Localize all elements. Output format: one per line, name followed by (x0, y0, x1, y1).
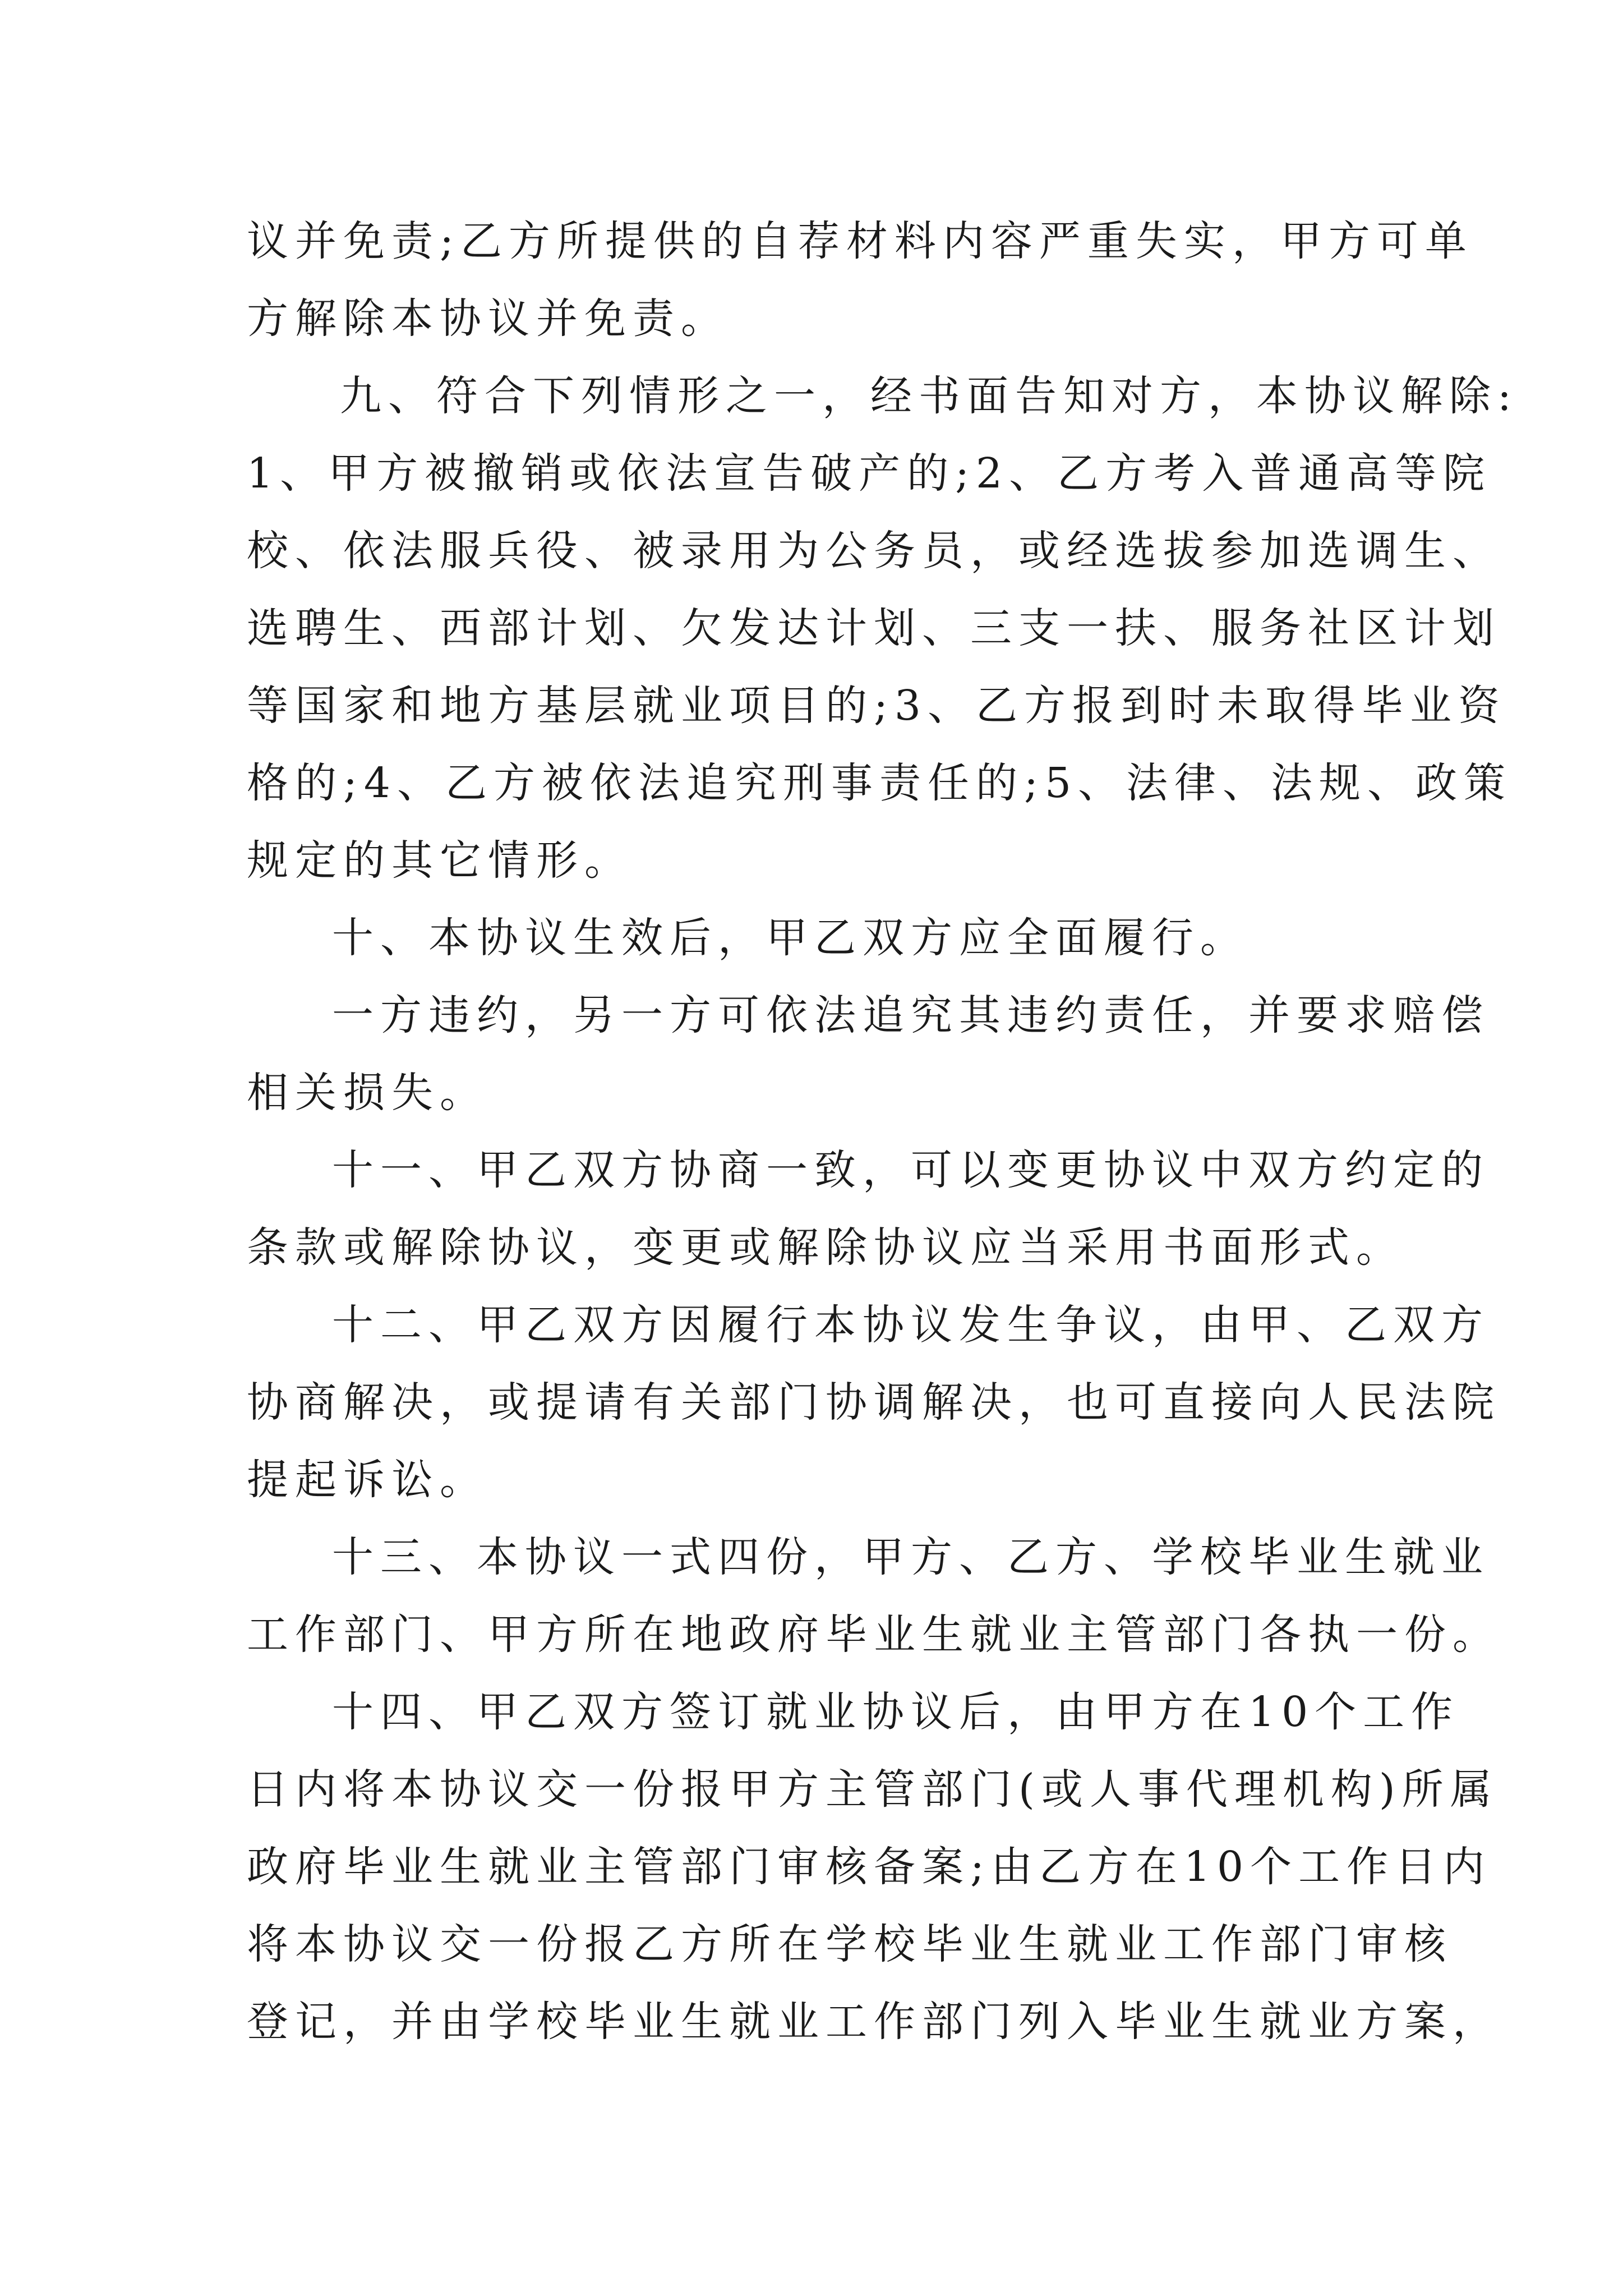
text-line: 议并免责;乙方所提供的自荐材料内容严重失实，甲方可单 (247, 217, 1473, 265)
text-line: 工作部门、甲方所在地政府毕业生就业主管部门各执一份。 (247, 1611, 1501, 1659)
text-line: 提起诉讼。 (247, 1456, 488, 1504)
text-line: 条款或解除协议，变更或解除协议应当采用书面形式。 (247, 1223, 1404, 1272)
text-line: 协商解决，或提请有关部门协调解决，也可直接向人民法院 (247, 1378, 1501, 1427)
text-line: 登记，并由学校毕业生就业工作部门列入毕业生就业方案， (247, 1998, 1501, 2046)
text-line: 格的;4、乙方被依法追究刑事责任的;5、法律、法规、政策 (247, 759, 1513, 807)
text-line: 方解除本协议并免责。 (247, 295, 729, 343)
text-line: 日内将本协议交一份报甲方主管部门(或人事代理机构)所属 (247, 1765, 1498, 1814)
text-line: 校、依法服兵役、被录用为公务员，或经选拔参加选调生、 (247, 527, 1501, 575)
text-line: 相关损失。 (247, 1069, 488, 1117)
paragraph-10-heading: 十、本协议生效后，甲乙双方应全面履行。 (332, 914, 1248, 962)
text-line: 将本协议交一份报乙方所在学校毕业生就业工作部门审核 (247, 1920, 1453, 1968)
text-line: 等国家和地方基层就业项目的;3、乙方报到时未取得毕业资 (247, 682, 1507, 730)
text-line: 规定的其它情形。 (247, 836, 633, 885)
text-line: 选聘生、西部计划、欠发达计划、三支一扶、服务社区计划 (247, 604, 1501, 652)
paragraph-9-heading: 九、符合下列情形之一，经书面告知对方，本协议解除: (340, 372, 1518, 420)
paragraph-13-heading: 十三、本协议一式四份，甲方、乙方、学校毕业生就业 (332, 1533, 1490, 1581)
paragraph-11-heading: 十一、甲乙双方协商一致，可以变更协议中双方约定的 (332, 1146, 1490, 1194)
text-line: 政府毕业生就业主管部门审核备案;由乙方在10个工作日内 (247, 1843, 1492, 1891)
paragraph-12-heading: 十二、甲乙双方因履行本协议发生争议，由甲、乙双方 (332, 1301, 1490, 1349)
text-line: 一方违约，另一方可依法追究其违约责任，并要求赔偿 (332, 991, 1490, 1039)
paragraph-14-heading: 十四、甲乙双方签订就业协议后，由甲方在10个工作 (332, 1688, 1460, 1736)
text-line: 1、甲方被撤销或依法宣告破产的;2、乙方考入普通高等院 (247, 449, 1492, 498)
